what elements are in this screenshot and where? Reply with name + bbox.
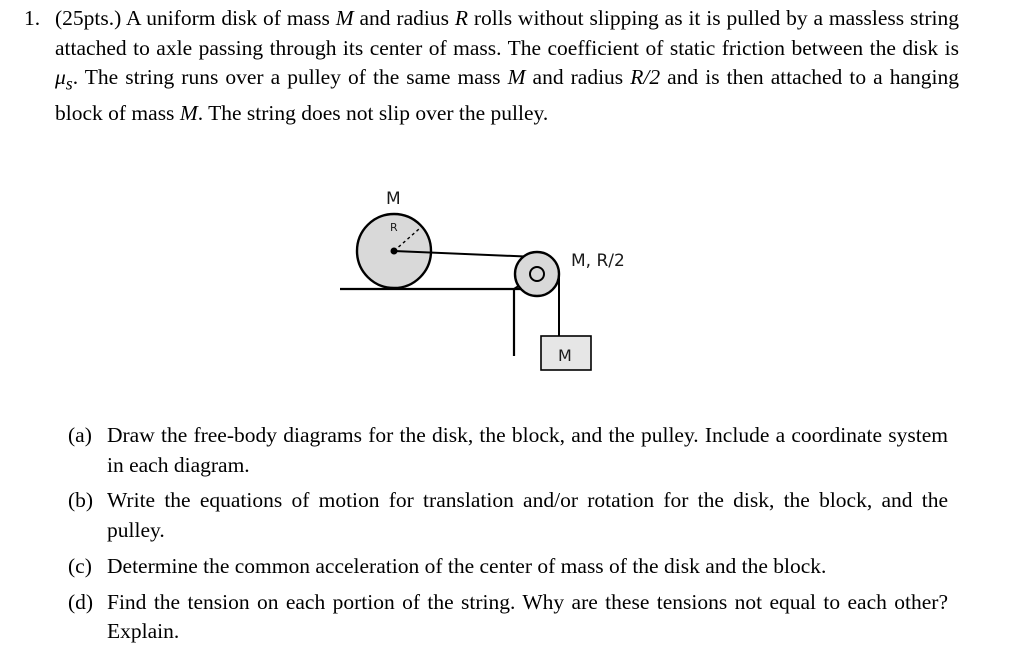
problem-text-segment: A uniform disk of mass <box>125 6 336 30</box>
mass-symbol: M <box>179 101 198 126</box>
problem-text-segment: and radius <box>525 65 631 90</box>
problem-text-segment: . The string runs over a pulley of the same mass <box>72 65 508 90</box>
part-text: Find the tension on each portion of the string. Why are these tensions not equal to each other? Explain. <box>107 589 948 644</box>
mu-subscript: s <box>65 73 73 94</box>
pulley-label: M, R/2 <box>571 251 625 271</box>
problem-text-segment: . The string does not slip over the pulley. <box>197 101 549 126</box>
part-text: Write the equations of motion for translation and/or rotation for the disk, the block, and the pulley. <box>107 488 948 542</box>
problem-text-segment: rolls without slipping as it is pulled by a massless string attached to axle passing through its center of mass. The coefficient of static friction between the disk is <box>55 6 959 60</box>
problem-statement <box>24 4 959 129</box>
part-label: (a) <box>68 423 92 447</box>
part-text: Draw the free-body diagrams for the disk, the block, and the pulley. Include a coordinate system in each diagram. <box>107 423 948 477</box>
radius-symbol: R <box>454 6 468 30</box>
disk-pulley-diagram <box>330 180 670 380</box>
problem-number: 1. <box>24 6 41 30</box>
part-label: (c) <box>68 553 92 578</box>
part-b <box>68 486 948 545</box>
problem-text <box>55 4 959 129</box>
part-d <box>68 588 948 647</box>
problem-text-segment: and radius <box>353 6 455 30</box>
pulley-radius-symbol: R/2 <box>630 65 661 90</box>
part-c <box>68 552 948 582</box>
pulley <box>515 252 559 296</box>
problem-parts <box>68 421 948 653</box>
disk-radius-label: R <box>390 221 398 234</box>
problem-points: (25pts.) <box>55 6 122 30</box>
part-label: (b) <box>68 488 94 513</box>
disk-mass-label: M <box>386 189 401 209</box>
mass-symbol: M <box>507 65 526 90</box>
mu-symbol: μ <box>55 65 66 90</box>
part-label: (d) <box>68 589 94 614</box>
block-label: M <box>558 346 572 365</box>
problem-text-segment: and is then attached to a hanging block of mass <box>55 65 959 126</box>
part-a <box>68 421 948 480</box>
part-text: Determine the common acceleration of the center of mass of the disk and the block. <box>107 553 827 578</box>
mass-symbol: M <box>335 6 354 30</box>
